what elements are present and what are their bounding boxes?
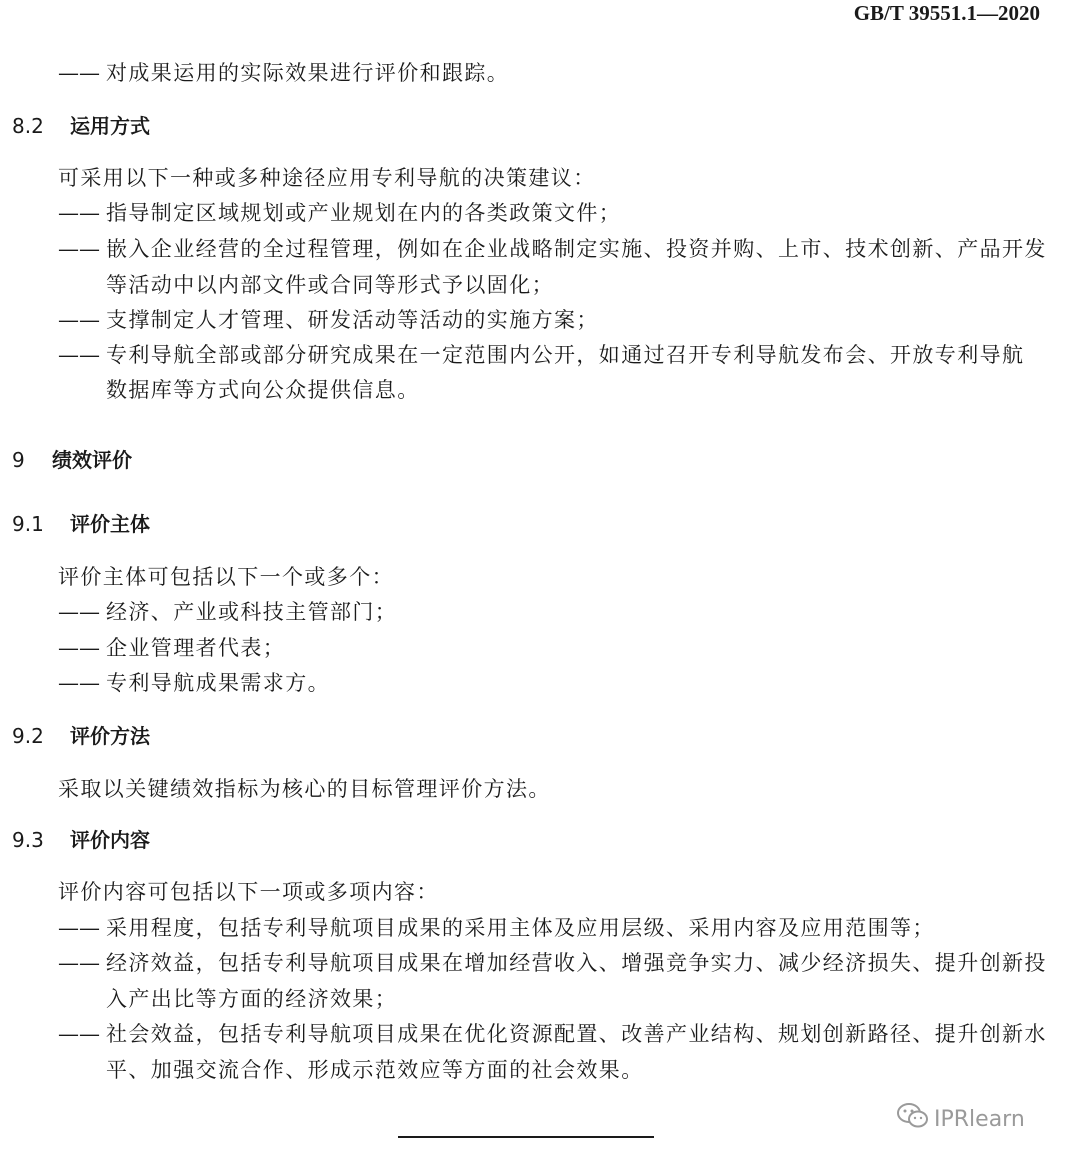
footer-rule — [398, 1136, 654, 1138]
dash: —— — [58, 61, 100, 85]
paragraph: 可采用以下一种或多种途径应用专利导航的决策建议： — [58, 166, 596, 190]
section-heading-8-2: 8.2 运用方式 — [12, 114, 150, 138]
list-item: —— 采用程度，包括专利导航项目成果的采用主体及应用层级、采用内容及应用范围等； — [58, 916, 935, 940]
list-item-continuation: 入产出比等方面的经济效果； — [106, 987, 398, 1011]
list-item: —— 指导制定区域规划或产业规划在内的各类政策文件； — [58, 201, 622, 225]
paragraph: 评价主体可包括以下一个或多个： — [58, 565, 394, 589]
watermark: IPRlearn — [896, 1102, 1025, 1136]
list-item: —— 嵌入企业经营的全过程管理，例如在企业战略制定实施、投资并购、上市、技术创新、产品开发 — [58, 237, 1047, 261]
list-item: —— 专利导航成果需求方。 — [58, 671, 330, 695]
list-item-continuation: 等活动中以内部文件或合同等形式予以固化； — [106, 273, 554, 297]
section-heading-9-3: 9.3 评价内容 — [12, 828, 150, 852]
list-item-continuation: 平、加强交流合作、形成示范效应等方面的社会效果。 — [106, 1058, 644, 1082]
list-item: —— 经济效益，包括专利导航项目成果在增加经营收入、增强竞争实力、减少经济损失、提升创新投 — [58, 951, 1047, 975]
list-item: —— 经济、产业或科技主管部门； — [58, 600, 398, 624]
list-item: —— 对成果运用的实际效果进行评价和跟踪。 — [58, 58, 509, 88]
list-item: —— 企业管理者代表； — [58, 636, 286, 660]
list-item: —— 支撑制定人才管理、研发活动等活动的实施方案； — [58, 308, 599, 332]
section-heading-9-1: 9.1 评价主体 — [12, 512, 150, 536]
list-item: —— 专利导航全部或部分研究成果在一定范围内公开，如通过召开专利导航发布会、开放专利导航 — [58, 343, 1025, 367]
section-heading-9-2: 9.2 评价方法 — [12, 724, 150, 748]
paragraph: 评价内容可包括以下一项或多项内容： — [58, 880, 439, 904]
list-item-continuation: 数据库等方式向公众提供信息。 — [106, 378, 420, 402]
wechat-icon — [896, 1102, 930, 1136]
paragraph: 采取以关键绩效指标为核心的目标管理评价方法。 — [58, 777, 551, 801]
list-item: —— 社会效益，包括专利导航项目成果在优化资源配置、改善产业结构、规划创新路径、提升创新水 — [58, 1022, 1047, 1046]
section-heading-9: 9 绩效评价 — [12, 448, 132, 472]
standard-number: GB/T 39551.1—2020 — [853, 1, 1040, 25]
